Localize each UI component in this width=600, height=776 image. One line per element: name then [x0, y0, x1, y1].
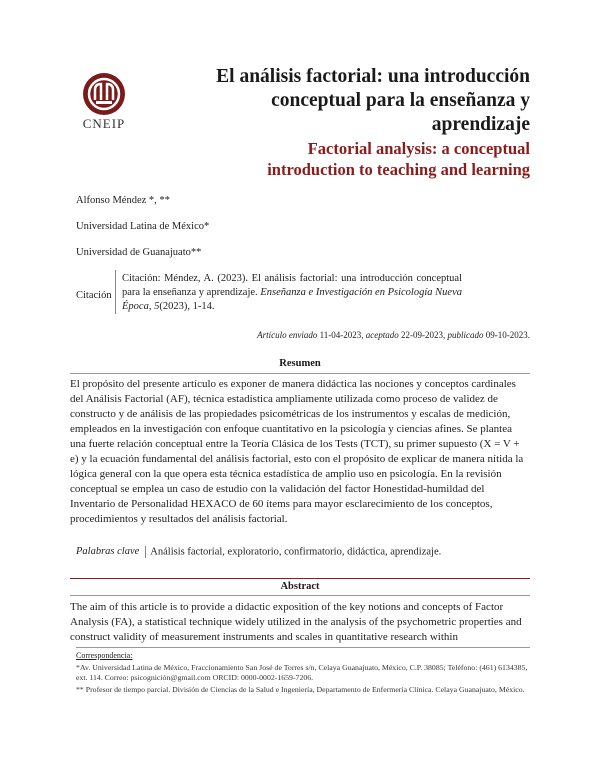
- author-affiliation-2: Universidad de Guanajuato**: [76, 247, 202, 258]
- keywords: [76, 546, 441, 558]
- logo-text: CNEIP: [82, 116, 126, 131]
- logo-emblem-icon: [66, 70, 142, 120]
- resumen-heading: Resumen: [279, 358, 321, 369]
- title-en-line: introduction to teaching and learning: [267, 160, 530, 179]
- abstract-body: The aim of this article is to provide a didactic exposition of the key notions and concepts of Factor Analysis (FA), a statistical technique widely utilized in the analysis of the psychometric properties and construct validity of measurement instruments and scales in quantitative research within: [70, 601, 522, 643]
- citation-box: [115, 270, 462, 314]
- citation-text: Citación: Méndez, A. (2023). El análisis factorial: una introducción conceptual para la enseñanza y aprendizaje.: [122, 273, 462, 298]
- published-label: publicado: [447, 330, 484, 340]
- article-dates: [257, 330, 530, 340]
- sent-label: Artículo enviado: [257, 330, 318, 340]
- accepted-date: 22-09-2023,: [401, 330, 446, 340]
- footnote-rule: [76, 647, 530, 648]
- title-english: [200, 138, 530, 180]
- correspondence-note-2: ** Profesor de tiempo parcial. División de Ciencias de la Salud e Ingeniería, Departamento de Enfermería Clínica. Celaya Guanajuato, México.: [76, 685, 525, 694]
- abstract-rule: [70, 595, 530, 596]
- author-name: Alfonso Méndez *, **: [76, 195, 170, 206]
- resumen-rule: [70, 373, 530, 374]
- citation-text-end: (2023), 1-14.: [159, 301, 215, 312]
- accepted-label: aceptado: [365, 330, 399, 340]
- keywords-label: Palabras clave: [76, 546, 140, 558]
- correspondence-note-1: *Av. Universidad Latina de México, Fraccionamiento San José de Torres s/n, Celaya Guanajuato, México, C.P. 38085; Teléfono: (461) 6134385, ext. 114. Correo: psicognición@gmail.com ORCID: 0000-0002-1659-7206.: [76, 663, 528, 682]
- citation-label: Citación: [76, 290, 112, 301]
- title-es-line: El análisis factorial: una introducción: [216, 66, 530, 87]
- published-date: 09-10-2023.: [485, 330, 530, 340]
- citation-journal: Enseñanza e Investigación en Psicología Nueva Época, 5: [122, 287, 463, 312]
- abstract-top-rule: [70, 578, 530, 579]
- correspondence-label: Correspondencia:: [76, 651, 133, 660]
- sent-date: 11-04-2023,: [319, 330, 364, 340]
- abstract-heading: Abstract: [280, 581, 320, 592]
- keywords-text: Análisis factorial, exploratorio, confirmatorio, didáctica, aprendizaje.: [150, 546, 442, 558]
- author-affiliation-1: Universidad Latina de México*: [76, 221, 210, 232]
- title-es-line: aprendizaje: [431, 114, 530, 135]
- title-es-line: conceptual para la enseñanza y: [271, 90, 530, 111]
- resumen-body: El propósito del presente artículo es exponer de manera didáctica las nociones y conceptos cardinales del Análisis Factorial (AF), técnica estadística ampliamente utilizada como proceso de validez de constructo y de análisis de las propiedades psicométricas de los instrumentos y escalas de medición, empleados en la investigación con enfoque cuantitativo en la psicología y ciencias afines. Se plantea una fuerte relación conceptual entre la Teoría Clásica de los Tests (TCT), su primer supuesto (X = V + e) y la ecuación fundamental del análisis factorial, esto con el propósito de explicar de manera nítida la lógica general con la que opera esta técnica estadística de amplio uso en psicología. En la revisión conceptual se emplea un caso de estudio con la validación del factor Honestidad-humildad del Inventario de Personalidad HEXACO de 60 ítems para mayor esclarecimiento de los conceptos, procedimientos y resultados del análisis factorial.: [70, 378, 524, 525]
- title-spanish: [200, 65, 530, 137]
- keywords-divider: [145, 546, 146, 558]
- title-en-line: Factorial analysis: a conceptual: [307, 139, 530, 158]
